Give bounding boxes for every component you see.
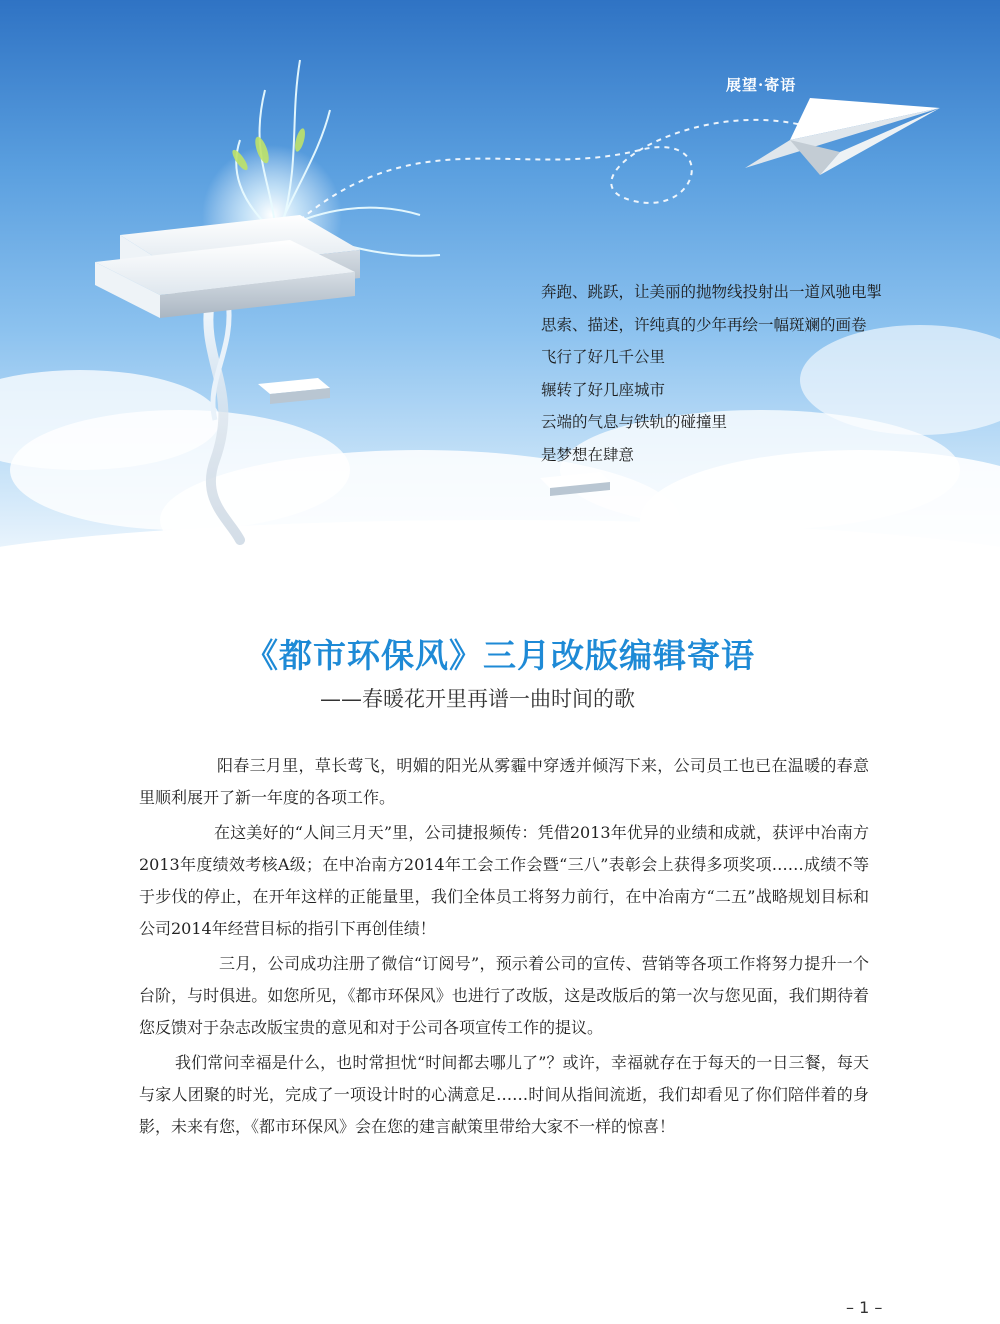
poem-line: 飞行了好几千公里 bbox=[541, 348, 666, 366]
poem bbox=[541, 276, 971, 471]
paragraph: 三月，公司成功注册了微信“订阅号”，预示着公司的宣传、营销等各项工作将努力提升一个台阶，与时俱进。如您所见，《都市环保风》也进行了改版，这是改版后的第一次与您见面，我们期待着您反馈对于杂志改版宝贵的意见和对于公司各项宣传工作的提议。 bbox=[139, 954, 869, 1037]
poem-line: 奔跑、跳跃，让美丽的抛物线投射出一道风驰电掣 bbox=[541, 283, 883, 301]
poem-line: 辗转了好几座城市 bbox=[541, 380, 666, 399]
poem-line: 是梦想在肆意 bbox=[541, 445, 635, 464]
section-tag: 展望·寄语 bbox=[726, 76, 797, 94]
book-stack bbox=[95, 215, 360, 318]
paragraph: 阳春三月里，草长莺飞，明媚的阳光从雾霾中穿透并倾泻下来，公司员工也已在温暖的春意里顺利展开了新一年度的各项工作。 bbox=[139, 756, 869, 807]
poem-line: 云端的气息与铁轨的碰撞里 bbox=[541, 413, 728, 431]
poem-line: 思索、描述，许纯真的少年再绘一幅斑斓的画卷 bbox=[541, 315, 867, 334]
article-body bbox=[139, 750, 869, 1142]
paper-plane-icon bbox=[745, 98, 940, 175]
page-number: – 1 – bbox=[846, 1298, 883, 1317]
paragraph: 我们常问幸福是什么，也时常担忧“时间都去哪儿了”？或许，幸福就存在于每天的一日三餐，每天与家人团聚的时光，完成了一项设计时的心满意足……时间从指间流逝，我们却看见了你们陪伴着的身影，未来有您，《都市环保风》会在您的建言献策里带给大家不一样的惊喜！ bbox=[139, 1053, 869, 1136]
article-title: 《都市环保风》三月改版编辑寄语 bbox=[245, 636, 755, 675]
article-subtitle: ——春暖花开里再谱一曲时间的歌 bbox=[320, 687, 635, 711]
paragraph: 在这美好的“人间三月天”里，公司捷报频传：凭借2013年优异的业绩和成就，获评中冶南方2013年度绩效考核A级；在中冶南方2014年工会工作会暨“三八”表彰会上获得多项奖项……成绩不等于步伐的停止，在开年这样的正能量里，我们全体员工将努力前行，在中冶南方“二五”战略规划目标和公司2014年经营目标的指引下再创佳绩！ bbox=[139, 823, 869, 938]
